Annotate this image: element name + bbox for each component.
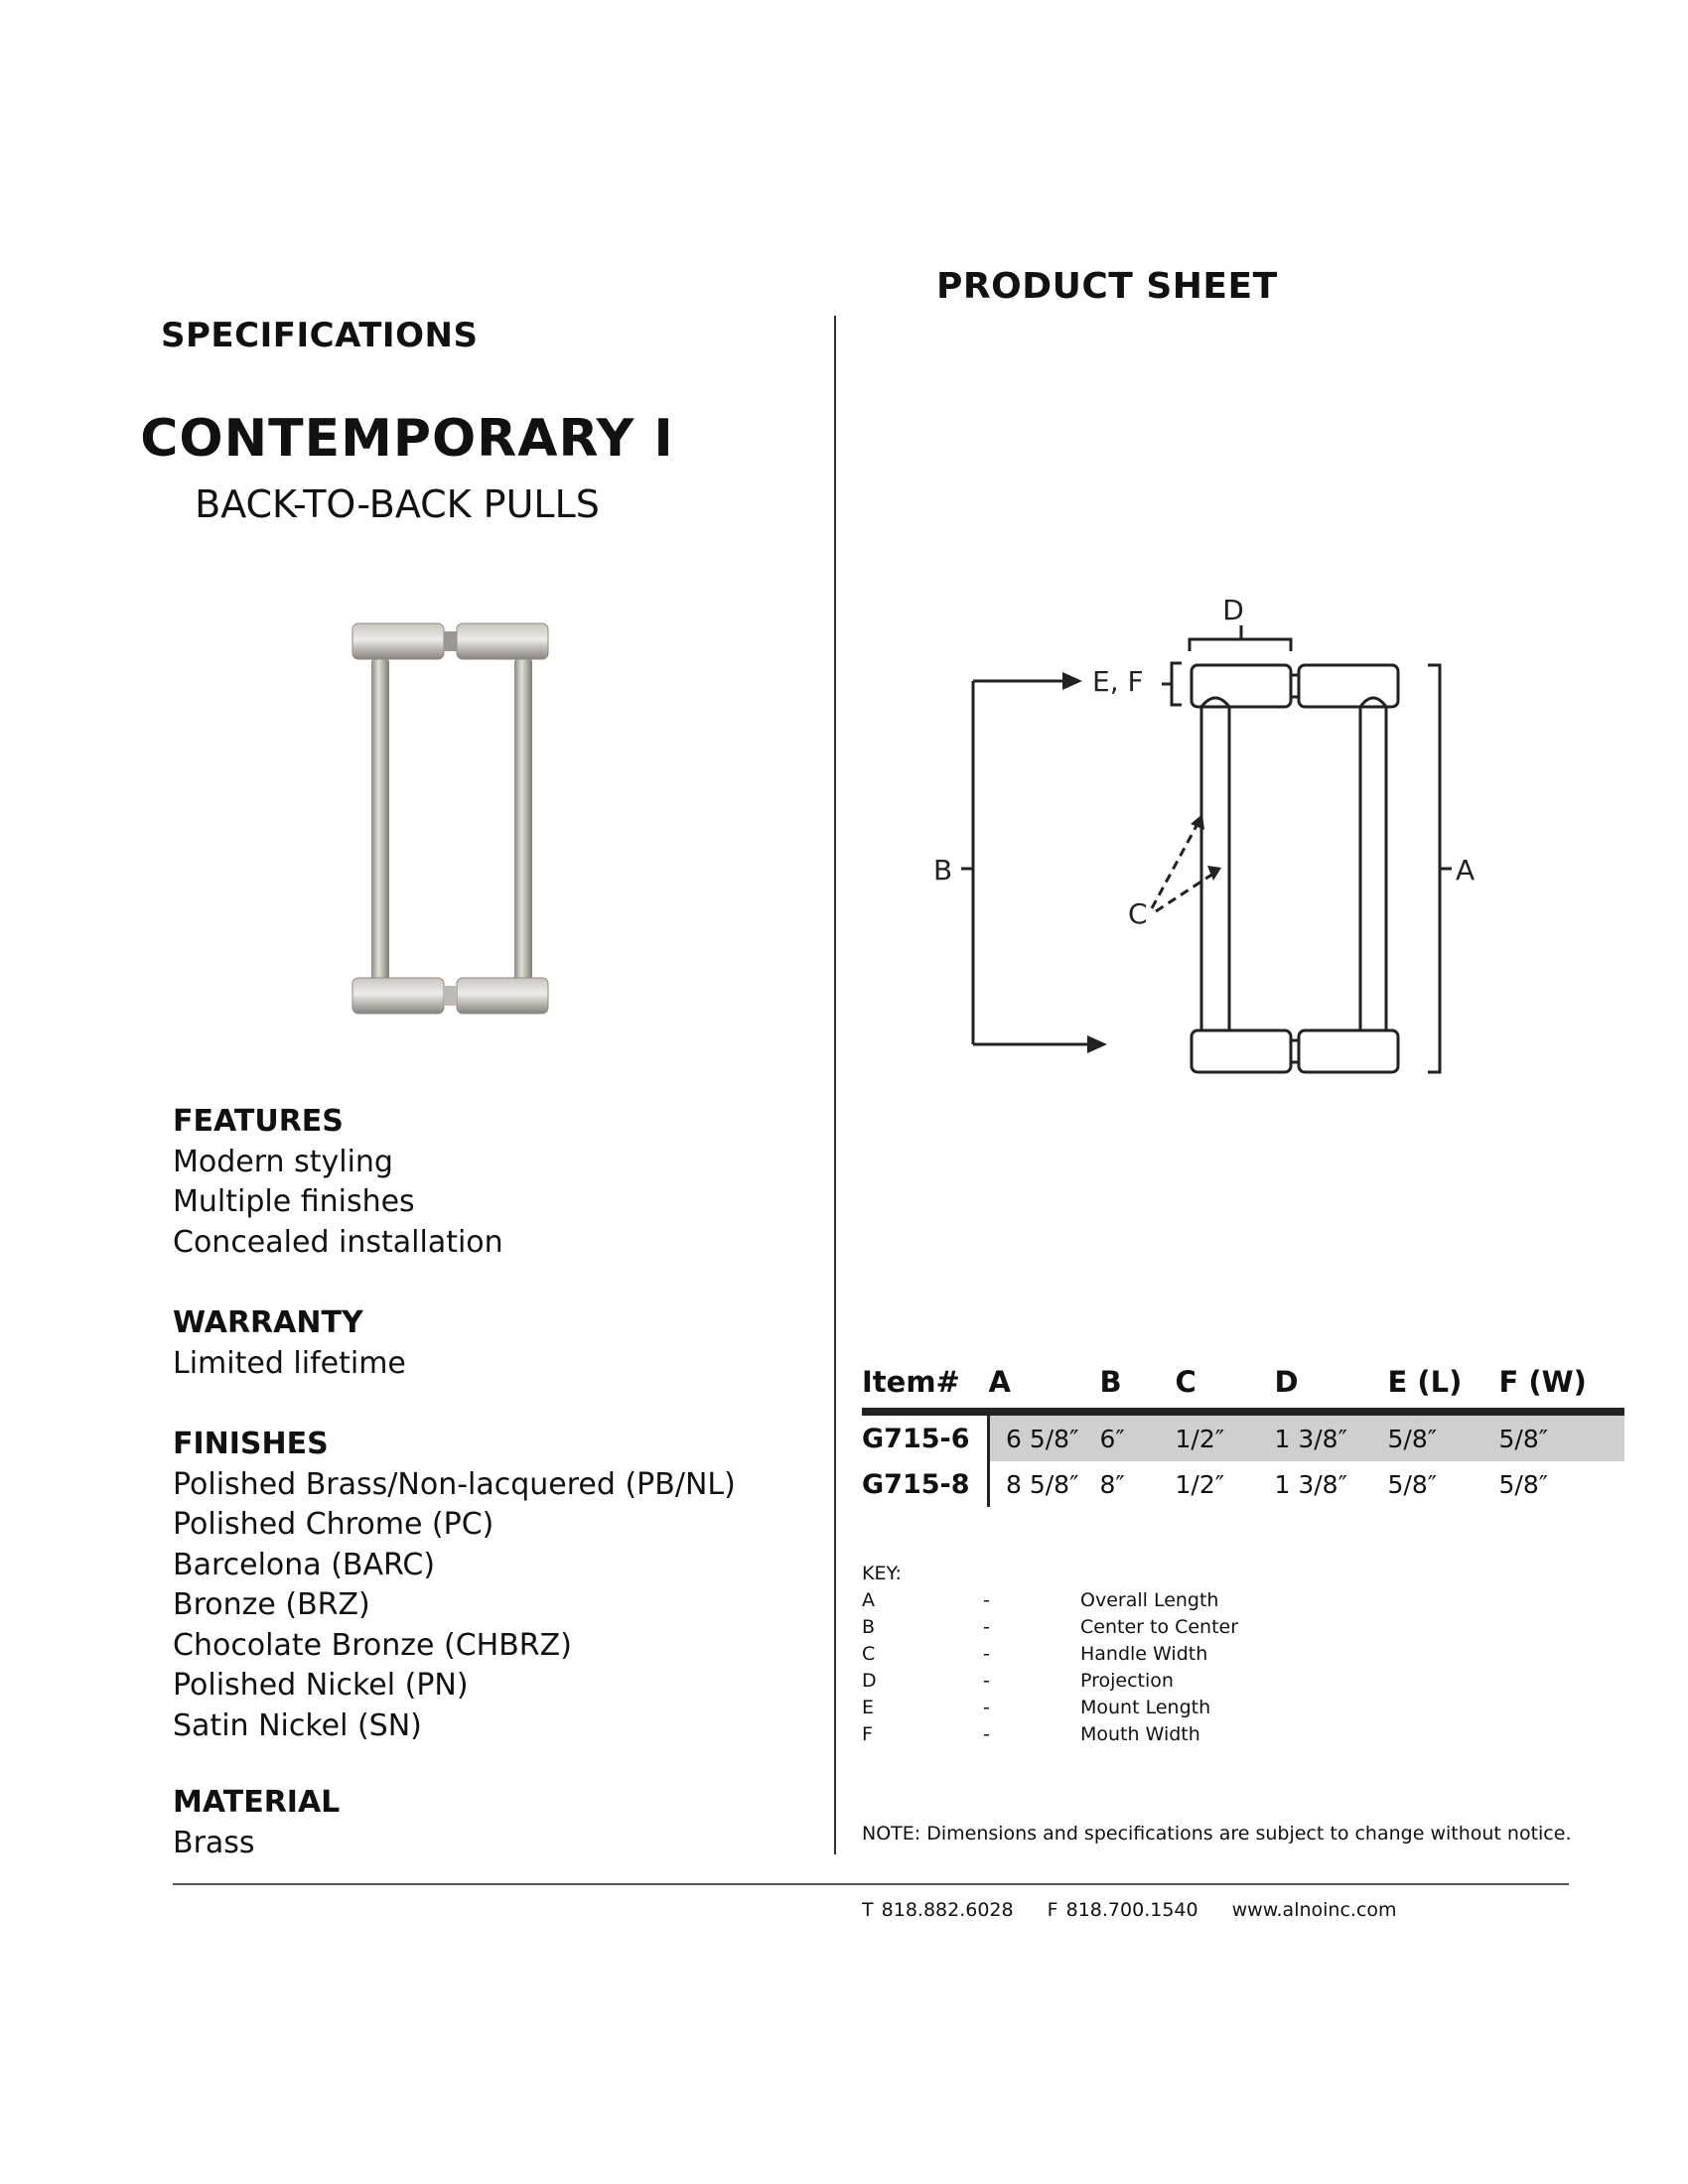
key-dash: - (983, 1723, 990, 1745)
features-title: FEATURES (173, 1104, 344, 1139)
table-row (862, 1461, 1624, 1507)
key-desc: Overall Length (1080, 1589, 1219, 1611)
finishes-title: FINISHES (173, 1427, 329, 1461)
material-item: Brass (173, 1825, 255, 1860)
key-row (862, 1668, 1358, 1695)
footer-contact (862, 1899, 1423, 1921)
label-b: B (933, 854, 953, 887)
cell-f: 5/8″ (1498, 1469, 1549, 1499)
col-header-f: F (W) (1498, 1365, 1587, 1399)
disclaimer-note: NOTE: Dimensions and specifications are subject to change without notice. (862, 1823, 1572, 1844)
key-row (862, 1695, 1358, 1721)
label-d: D (1222, 594, 1244, 626)
label-ef: E, F (1092, 665, 1144, 698)
label-c: C (1128, 897, 1148, 930)
col-header-e: E (L) (1387, 1365, 1463, 1399)
key-desc: Projection (1080, 1670, 1174, 1692)
key-dash: - (983, 1670, 990, 1692)
key-dash: - (983, 1589, 990, 1611)
cell-c: 1/2″ (1175, 1469, 1225, 1499)
cell-d: 1 3/8″ (1274, 1469, 1347, 1499)
col-header-b: B (1099, 1365, 1122, 1399)
material-title: MATERIAL (173, 1785, 341, 1820)
footer-website-link[interactable]: www.alnoinc.com (1231, 1899, 1397, 1921)
cell-item: G715-8 (862, 1461, 989, 1507)
product-photo (348, 615, 556, 1032)
key-dash: - (983, 1616, 990, 1638)
key-letter: D (862, 1670, 877, 1692)
key-row (862, 1721, 1358, 1748)
key-desc: Center to Center (1080, 1616, 1239, 1638)
cell-a: 6 5/8″ (989, 1412, 1100, 1461)
key-letter: F (862, 1723, 873, 1745)
finish-item: Barcelona (BARC) (173, 1547, 436, 1582)
cell-a: 8 5/8″ (1006, 1469, 1079, 1499)
cell-e: 5/8″ (1388, 1412, 1499, 1461)
cell-b: 8″ (1099, 1469, 1125, 1499)
finishes-section (173, 1425, 736, 1746)
key-row (862, 1641, 1358, 1668)
footer-fax: F 818.700.1540 (1047, 1899, 1198, 1921)
vertical-divider (834, 316, 836, 1854)
label-a: A (1456, 854, 1476, 887)
finish-item: Polished Brass/Non-lacquered (PB/NL) (173, 1466, 736, 1502)
key-legend (862, 1561, 1358, 1748)
feature-item: Multiple finishes (173, 1184, 415, 1219)
finish-item: Satin Nickel (SN) (173, 1707, 422, 1743)
arrow-top (1062, 672, 1082, 690)
cell-e: 5/8″ (1387, 1469, 1438, 1499)
key-letter: E (862, 1697, 875, 1718)
key-letter: A (862, 1589, 875, 1611)
finish-item: Polished Chrome (PC) (173, 1507, 494, 1542)
dimension-diagram (894, 586, 1529, 1102)
cell-c: 1/2″ (1176, 1412, 1275, 1461)
product-subtitle: BACK-TO-BACK PULLS (195, 482, 600, 526)
cell-f: 5/8″ (1499, 1412, 1625, 1461)
table-row (862, 1412, 1624, 1461)
footer-phone: T 818.882.6028 (862, 1899, 1014, 1921)
col-header-a: A (988, 1365, 1011, 1399)
key-dash: - (983, 1643, 990, 1665)
feature-item: Modern styling (173, 1144, 393, 1179)
cell-b: 6″ (1100, 1412, 1176, 1461)
warranty-title: WARRANTY (173, 1305, 363, 1340)
col-header-item: Item# (862, 1365, 960, 1399)
specifications-heading: SPECIFICATIONS (161, 316, 479, 355)
key-title: KEY: (862, 1563, 902, 1584)
arrow-bottom (1087, 1035, 1107, 1053)
key-letter: C (862, 1643, 876, 1665)
finish-item: Chocolate Bronze (CHBRZ) (173, 1627, 572, 1663)
feature-item: Concealed installation (173, 1224, 503, 1260)
finish-item: Polished Nickel (PN) (173, 1668, 469, 1703)
cell-item: G715-6 (862, 1412, 989, 1461)
cell-d: 1 3/8″ (1275, 1412, 1388, 1461)
key-row (862, 1587, 1358, 1614)
features-section (173, 1102, 503, 1263)
key-desc: Mouth Width (1080, 1723, 1200, 1745)
warranty-section (173, 1303, 406, 1384)
key-row (862, 1614, 1358, 1641)
col-header-d: D (1274, 1365, 1299, 1399)
footer-divider (173, 1883, 1569, 1885)
key-desc: Mount Length (1080, 1697, 1211, 1718)
warranty-item: Limited lifetime (173, 1345, 406, 1381)
dimensions-table (862, 1362, 1624, 1507)
finish-item: Bronze (BRZ) (173, 1587, 370, 1622)
product-sheet-heading: PRODUCT SHEET (936, 266, 1278, 307)
key-desc: Handle Width (1080, 1643, 1208, 1665)
key-dash: - (983, 1697, 990, 1718)
col-header-c: C (1175, 1365, 1196, 1399)
key-letter: B (862, 1616, 876, 1638)
table-header-row (862, 1362, 1624, 1412)
product-name: CONTEMPORARY I (140, 409, 674, 469)
material-section (173, 1783, 340, 1863)
